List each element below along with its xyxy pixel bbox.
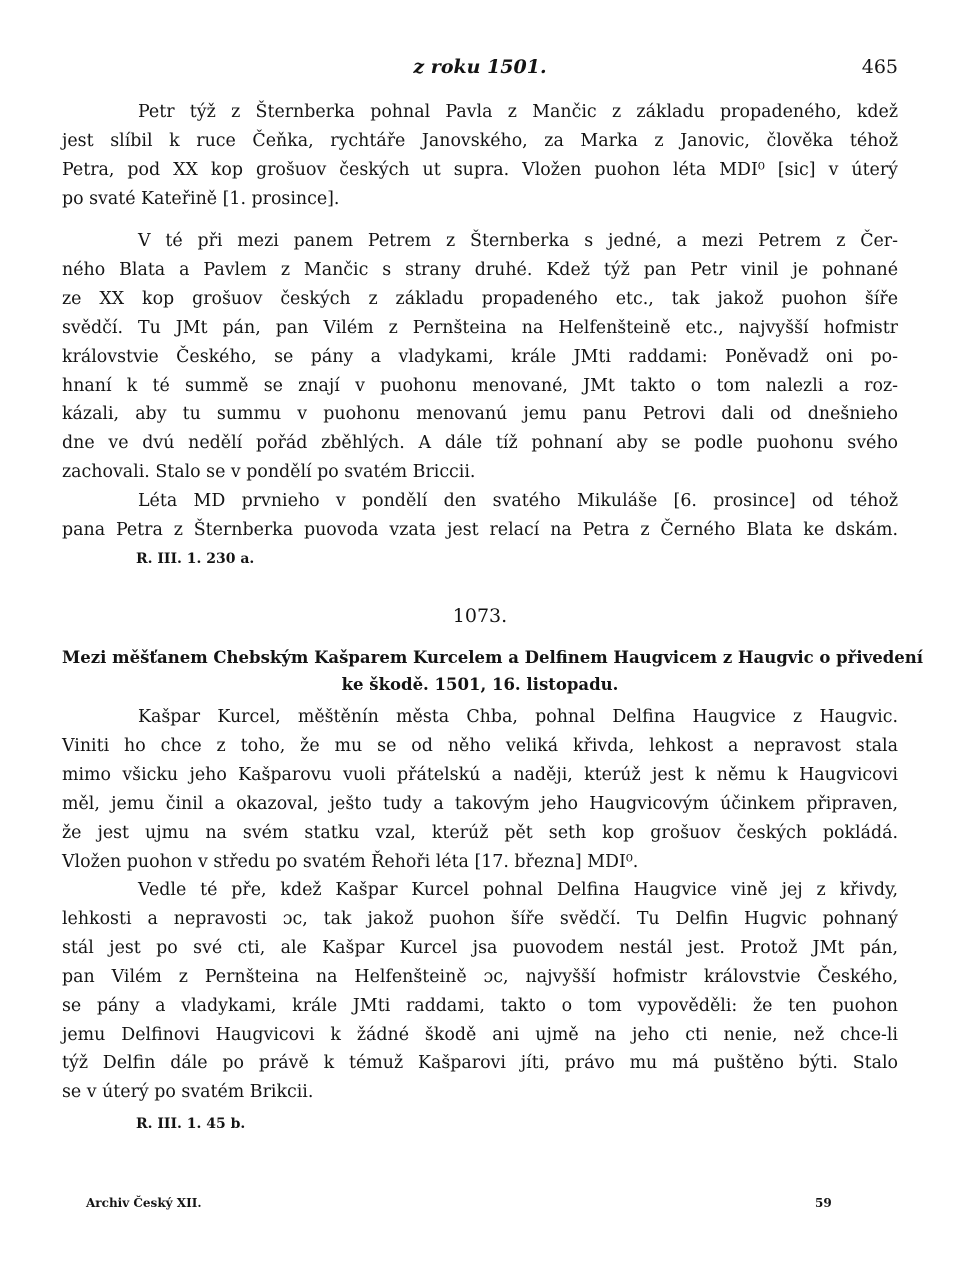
source-reference: R. III. 1. 45 b.	[136, 1116, 246, 1132]
sheet-signature: Archiv Český XII.	[86, 1196, 202, 1210]
paragraph-verdict	[62, 876, 898, 1107]
paragraph-kasp-pohnal	[62, 703, 898, 876]
text-line: měl, jemu činil a okazoval, ješto tudy a takovým jeho Haugvicovým účinkem připraven,	[62, 793, 898, 814]
text-line: lehkosti a nepravosti ɔc, tak jakož puohon šíře svědčí. Tu Delfin Hugvic pohnaný	[62, 908, 898, 929]
text-line: zachovali. Stalo se v pondělí po svatém Briccii.	[62, 462, 476, 483]
text-line: Vedle té pře, kdež Kašpar Kurcel pohnal Delfina Haugvice vině jej z křivdy,	[138, 880, 898, 900]
text-line: stál jest po své cti, ale Kašpar Kurcel jsa puovodem nestál jest. Protož JMt pán,	[62, 937, 898, 958]
running-head	[62, 56, 898, 86]
text-line: po svaté Kateřině [1. prosince].	[62, 188, 340, 209]
text-line: že jest ujmu na svém statku vzal, kterúž pět seth kop grošuov českých pokládá.	[62, 822, 898, 843]
page-footer	[0, 1196, 960, 1220]
text-line: dne ve dvú nedělí pořád zběhlých. A dále tíž pohnaní aby se podle puohonu svého	[62, 433, 898, 454]
paragraph-relation	[62, 487, 898, 545]
text-line: týž Delfin dále po právě k témuž Kašparovi jíti, právo mu má puštěno býti. Stalo	[62, 1053, 898, 1074]
text-line: Petr týž z Šternberka pohnal Pavla z Mančic z základu propadeného, kdež	[138, 102, 898, 122]
running-title: z roku 1501.	[413, 56, 547, 78]
document-number: 1073.	[452, 605, 508, 627]
paragraph-petr-pohnal	[62, 98, 898, 214]
text-line: hnaní k té summě se znají v puohonu menované, JMt takto o tom nalezli a roz-	[62, 375, 898, 396]
text-line: královstvie Českého, se pány a vladykami, krále JMti raddami: Poněvadž oni po-	[62, 346, 898, 367]
text-line: pana Petra z Šternberka puovoda vzata jest relací na Petra z Černého Blata ke dskám.	[62, 519, 898, 540]
sheet-number: 59	[815, 1196, 832, 1210]
text-line: Petra, pod XX kop grošuov českých ut supra. Vložen puohon léta MDI⁰ [sic] v úterý	[62, 159, 898, 180]
paragraph-ruling	[62, 227, 898, 487]
text-line: ze XX kop grošuov českých z základu propadeného etc., tak jakož puohon šíře	[62, 288, 898, 309]
text-line: se pány a vladykami, krále JMti raddami, takto o tom vypověděli: že ten puohon	[62, 995, 898, 1016]
text-line: mimo všicku jeho Kašparovu vuoli přátelskú a naději, kterúž jest k němu k Haugvicovi	[62, 764, 898, 785]
headnote-line: ke škodě. 1501, 16. listopadu.	[341, 675, 619, 694]
text-line: Léta MD prvnieho v pondělí den svatého Mikuláše [6. prosince] od téhož	[138, 491, 898, 511]
text-line: V té při mezi panem Petrem z Šternberka s jedné, a mezi Petrem z Čer-	[138, 231, 898, 251]
text-line: jemu Delfinovi Haugvicovi k žádné škodě ani ujmě na jeho cti nenie, než chce-li	[62, 1024, 898, 1045]
text-line: Vložen puohon v středu po svatém Řehoři léta [17. března] MDI⁰.	[62, 851, 639, 872]
text-line: ného Blata a Pavlem z Mančic s strany druhé. Kdež týž pan Petr vinil je pohnané	[62, 259, 898, 280]
text-line: Viniti ho chce z toho, že mu se od něho veliká křivda, lehkost a nepravost stala	[62, 735, 898, 756]
text-line: Kašpar Kurcel, měštěnín města Chba, pohnal Delfina Haugvice z Haugvic.	[138, 707, 898, 727]
text-line: svědčí. Tu JMt pán, pan Vilém z Pernšteina na Helfenšteině etc., najvyšší hofmistr	[62, 317, 898, 338]
page-number: 465	[861, 56, 898, 78]
text-line: pan Vilém z Pernšteina na Helfenšteině ɔc, najvyšší hofmistr královstvie Českého,	[62, 966, 898, 987]
document-headnote	[62, 644, 924, 698]
headnote-line: Mezi měšťanem Chebským Kašparem Kurcelem a Delfinem Haugvicem z Haugvic o přivedení	[62, 648, 924, 667]
text-line: se v úterý po svatém Brikcii.	[62, 1082, 314, 1103]
text-line: kázali, aby tu summu v puohonu menovanú jemu panu Petrovi dali od dnešnieho	[62, 404, 898, 425]
text-line: jest slíbil k ruce Čeňka, rychtáře Janovského, za Marka z Janovic, člověka téhož	[62, 130, 898, 151]
source-reference: R. III. 1. 230 a.	[136, 551, 255, 567]
